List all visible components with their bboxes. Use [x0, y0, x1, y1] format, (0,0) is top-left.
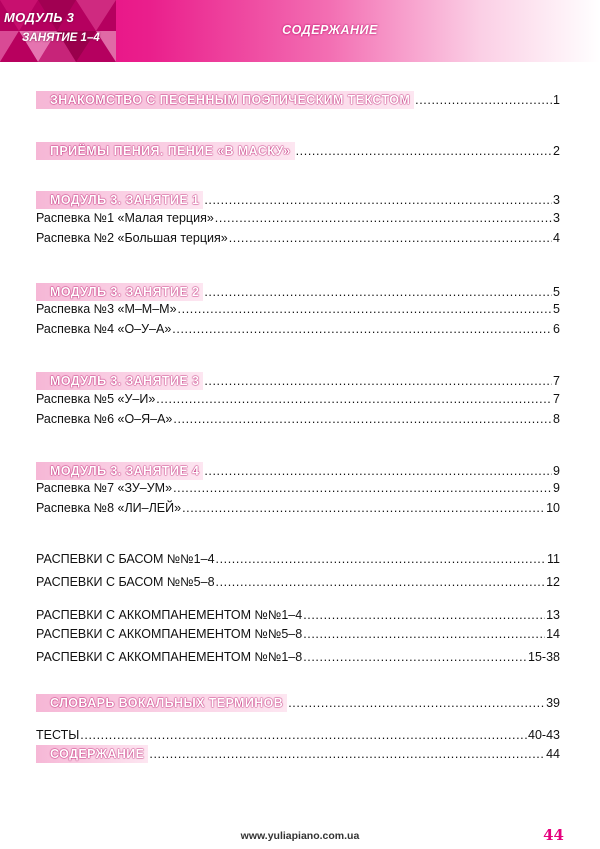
toc-entry[interactable] — [36, 322, 560, 340]
toc-entry[interactable] — [36, 728, 560, 746]
toc-entry[interactable] — [36, 412, 560, 430]
toc-page-number: 13 — [546, 608, 560, 622]
toc-section-entry[interactable] — [36, 283, 560, 301]
toc-entry[interactable] — [36, 552, 560, 570]
toc-page-number: 2 — [553, 144, 560, 158]
toc-entry-title: Распевка №3 «М–М–М» — [36, 302, 177, 316]
toc-leader-dots — [303, 627, 545, 641]
toc-page-number: 3 — [553, 193, 560, 207]
toc-page-number: 9 — [553, 464, 560, 478]
toc-leader-dots — [204, 374, 552, 388]
toc-entry[interactable] — [36, 627, 560, 645]
toc-page-number: 8 — [553, 412, 560, 426]
page-title: СОДЕРЖАНИЕ — [282, 23, 378, 37]
toc-leader-dots — [149, 747, 545, 761]
toc-leader-dots — [216, 552, 547, 566]
toc-page-number: 4 — [553, 231, 560, 245]
toc-page-number: 40-43 — [528, 728, 560, 742]
toc-entry[interactable] — [36, 231, 560, 249]
toc-leader-dots — [204, 464, 552, 478]
module-badge — [0, 0, 116, 62]
toc-leader-dots — [215, 211, 552, 225]
toc-page-number: 1 — [553, 93, 560, 107]
toc-entry-title: Распевка №7 «ЗУ–УМ» — [36, 481, 173, 495]
footer-url[interactable]: www.yuliapiano.com.ua — [240, 830, 360, 842]
toc-entry-title: РАСПЕВКИ С АККОМПАНЕМЕНТОМ №№1–4 — [36, 608, 303, 622]
toc-entry[interactable] — [36, 501, 560, 519]
toc-entry-title: МОДУЛЬ 3. ЗАНЯТИЕ 1 — [36, 191, 203, 209]
toc-entry-title: РАСПЕВКИ С БАСОМ №№5–8 — [36, 575, 215, 589]
toc-entry-title: РАСПЕВКИ С АККОМПАНЕМЕНТОМ №№1–8 — [36, 650, 303, 664]
lesson-label: ЗАНЯТИЕ 1–4 — [22, 32, 100, 44]
toc-entry[interactable] — [36, 211, 560, 229]
toc-entry-title: Распевка №1 «Малая терция» — [36, 211, 214, 225]
toc-page-number: 5 — [553, 302, 560, 316]
toc-page-number: 6 — [553, 322, 560, 336]
toc-leader-dots — [173, 412, 552, 426]
toc-entry-title: МОДУЛЬ 3. ЗАНЯТИЕ 2 — [36, 283, 203, 301]
toc-entry-title: МОДУЛЬ 3. ЗАНЯТИЕ 3 — [36, 372, 203, 390]
toc-entry-title: ПРИЁМЫ ПЕНИЯ. ПЕНИЕ «В МАСКУ» — [36, 142, 295, 160]
toc-page-number: 14 — [546, 627, 560, 641]
toc-page-number: 44 — [546, 747, 560, 761]
toc-page-number: 12 — [546, 575, 560, 589]
toc-leader-dots — [415, 93, 552, 107]
toc-entry[interactable] — [36, 575, 560, 593]
toc-entry-title: ЗНАКОМСТВО С ПЕСЕННЫМ ПОЭТИЧЕСКИМ ТЕКСТОМ — [36, 91, 414, 109]
toc-section-entry[interactable] — [36, 91, 560, 109]
toc-entry[interactable] — [36, 650, 560, 668]
toc-leader-dots — [216, 575, 546, 589]
toc-entry[interactable] — [36, 392, 560, 410]
toc-page-number: 7 — [553, 392, 560, 406]
toc-leader-dots — [204, 285, 552, 299]
toc-leader-dots — [172, 322, 552, 336]
toc-entry-title: РАСПЕВКИ С БАСОМ №№1–4 — [36, 552, 215, 566]
toc-leader-dots — [173, 481, 552, 495]
toc-leader-dots — [178, 302, 553, 316]
toc-leader-dots — [303, 650, 527, 664]
toc-leader-dots — [229, 231, 552, 245]
toc-entry-title: Распевка №2 «Большая терция» — [36, 231, 228, 245]
toc-entry-title: МОДУЛЬ 3. ЗАНЯТИЕ 4 — [36, 462, 203, 480]
toc-entry-title: Распевка №5 «У–И» — [36, 392, 156, 406]
toc-entry-title: Распевка №6 «О–Я–А» — [36, 412, 173, 426]
toc-section-entry[interactable] — [36, 191, 560, 209]
toc-leader-dots — [156, 392, 552, 406]
toc-page-number: 39 — [546, 696, 560, 710]
toc-leader-dots — [296, 144, 552, 158]
toc-entry-title: ТЕСТЫ — [36, 728, 80, 742]
toc-page-number: 5 — [553, 285, 560, 299]
module-label: МОДУЛЬ 3 — [4, 10, 75, 25]
toc-entry[interactable] — [36, 481, 560, 499]
toc-entry-title: СОДЕРЖАНИЕ — [36, 745, 148, 763]
toc-section-entry[interactable] — [36, 372, 560, 390]
toc-section-entry[interactable] — [36, 745, 560, 763]
toc-entry[interactable] — [36, 608, 560, 626]
toc-section-entry[interactable] — [36, 462, 560, 480]
toc-entry-title: Распевка №4 «О–У–А» — [36, 322, 172, 336]
toc-entry-title: РАСПЕВКИ С АККОМПАНЕМЕНТОМ №№5–8 — [36, 627, 303, 641]
toc-leader-dots — [303, 608, 545, 622]
toc-entry[interactable] — [36, 302, 560, 320]
toc-entry-title: СЛОВАРЬ ВОКАЛЬНЫХ ТЕРМИНОВ — [36, 694, 287, 712]
toc-page-number: 15-38 — [528, 650, 560, 664]
toc-page-number: 7 — [553, 374, 560, 388]
toc-page-number: 11 — [547, 552, 560, 566]
toc-page-number: 3 — [553, 211, 560, 225]
page-header — [0, 0, 600, 62]
toc-page-number: 9 — [553, 481, 560, 495]
toc-section-entry[interactable] — [36, 694, 560, 712]
toc-leader-dots — [288, 696, 545, 710]
page-number: 44 — [543, 826, 564, 844]
toc-leader-dots — [80, 728, 527, 742]
toc-leader-dots — [204, 193, 552, 207]
toc-leader-dots — [182, 501, 545, 515]
toc-page-number: 10 — [546, 501, 560, 515]
toc-section-entry[interactable] — [36, 142, 560, 160]
toc-entry-title: Распевка №8 «ЛИ–ЛЕЙ» — [36, 501, 182, 515]
